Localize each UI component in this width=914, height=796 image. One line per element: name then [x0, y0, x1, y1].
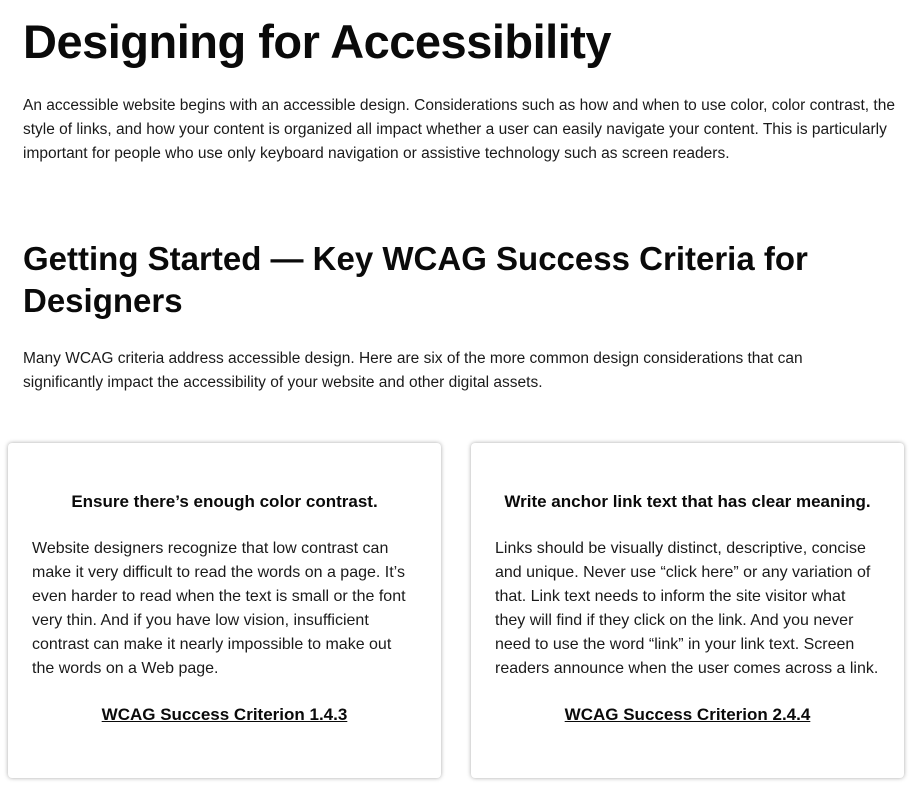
intro-paragraph: An accessible website begins with an accessible design. Considerations such as how and when to use color, color contrast, the style of links, and how your content is organized all impact whether a user can easily navigate your content. This is particularly important for people who use only keyboard navigation or assistive technology such as screen readers. — [23, 97, 895, 162]
section-heading: Getting Started — Key WCAG Success Criteria for Designers — [23, 240, 808, 319]
wcag-criterion-link[interactable]: WCAG Success Criterion 2.4.4 — [564, 705, 811, 724]
card-body: Links should be visually distinct, descriptive, concise and unique. Never use “click here” or any variation of that. Link text needs to inform the site visitor what they will find if they click on the link. And you never need to use the word “link” in your link text. Screen readers announce when the user comes across a link. — [495, 540, 879, 677]
card-title: Ensure there’s enough color contrast. — [71, 492, 378, 511]
wcag-criterion-link[interactable]: WCAG Success Criterion 1.4.3 — [101, 705, 348, 724]
criterion-card-link-text — [471, 443, 904, 778]
page-title: Designing for Accessibility — [23, 15, 612, 68]
card-title: Write anchor link text that has clear meaning. — [504, 492, 871, 511]
card-body: Website designers recognize that low contrast can make it very difficult to read the words on a page. It’s even harder to read when the text is small or the font very thin. And if you have low vision, insufficient contrast can make it nearly impossible to make out the words on a Web page. — [32, 540, 406, 677]
section-lead-paragraph: Many WCAG criteria address accessible design. Here are six of the more common design considerations that can significantly impact the accessibility of your website and other digital assets. — [23, 350, 803, 391]
criterion-card-color-contrast — [8, 443, 441, 778]
